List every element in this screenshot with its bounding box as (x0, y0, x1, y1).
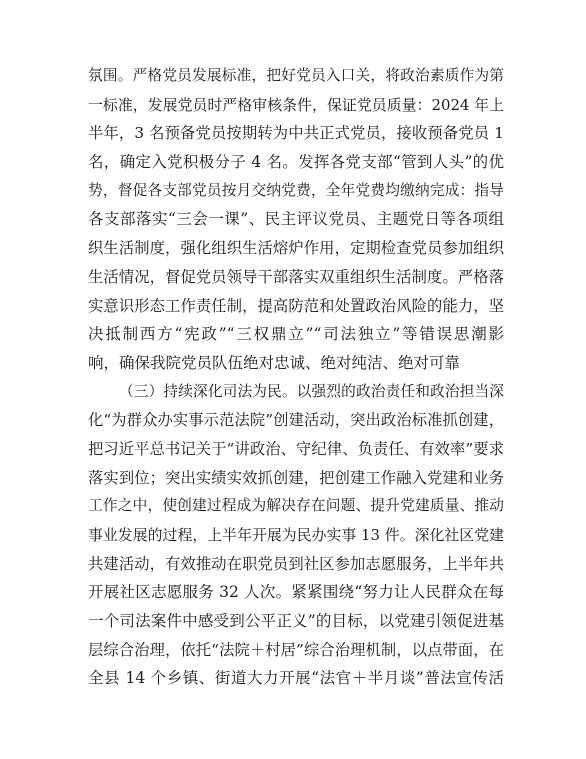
text-line: 名，确定入党积极分子 4 名。发挥各党支部“管到人头”的优 (88, 153, 504, 172)
text-line: 实意识形态工作责任制，提高防范和处置政治风险的能力，坚 (88, 296, 504, 315)
text-line: 各支部落实“三会一课”、民主评议党员、主题党日等各项组 (88, 210, 504, 229)
text-line: 织生活制度，强化组织生活熔炉作用，定期检查党员参加组织 (88, 239, 504, 258)
text-line: 一标准，发展党员时严格审核条件，保证党员质量：2024 年上 (88, 95, 504, 114)
text-line: 工作之中，使创建过程成为解决存在问题、提升党建质量、推动 (88, 497, 504, 515)
text-line: 生活情况，督促党员领导干部落实双重组织生活制度。严格落 (88, 267, 504, 286)
text-line: （三）持续深化司法为民。以强烈的政治责任和政治担当深 (119, 382, 504, 400)
text-line: 化“为群众办实事示范法院”创建活动，突出政治标准抓创建， (88, 411, 504, 430)
text-line: 事业发展的过程，上半年开展为民办实事 13 件。深化社区党建 (88, 526, 504, 544)
text-line: 势，督促各支部党员按月交纳党费，全年党费均缴纳完成：指导 (88, 181, 504, 199)
text-line: 共建活动，有效推动在职党员到社区参加志愿服务，上半年共 (88, 554, 504, 573)
text-line: 氛围。严格党员发展标准，把好党员入口关，将政治素质作为第 (88, 67, 504, 84)
text-line: 开展社区志愿服务 32 人次。紧紧围绕“努力让人民群众在每 (88, 583, 504, 602)
text-line: 把习近平总书记关于“讲政治、守纪律、负责任、有效率”要求 (88, 439, 504, 458)
text-line: 决抵制西方“宪政”“三权鼎立”“司法独立”等错误思潮影 (88, 325, 504, 344)
text-line: 一个司法案件中感受到公平正义”的目标，以党建引领促进基 (88, 612, 504, 631)
text-line: 半年，3 名预备党员按期转为中共正式党员，接收预备党员 1 (88, 124, 504, 143)
text-line: 层综合治理，依托“法院＋村居”综合治理机制，以点带面，在 (88, 640, 504, 659)
text-line: 响，确保我院党员队伍绝对忠诚、绝对纯洁、绝对可靠 (88, 353, 461, 372)
body-text (88, 62, 504, 693)
text-line: 全县 14 个乡镇、街道大力开展“法官＋半月谈”普法宣传活 (88, 669, 504, 688)
text-line: 落实到位；突出实绩实效抓创建，把创建工作融入党建和业务 (88, 468, 504, 487)
